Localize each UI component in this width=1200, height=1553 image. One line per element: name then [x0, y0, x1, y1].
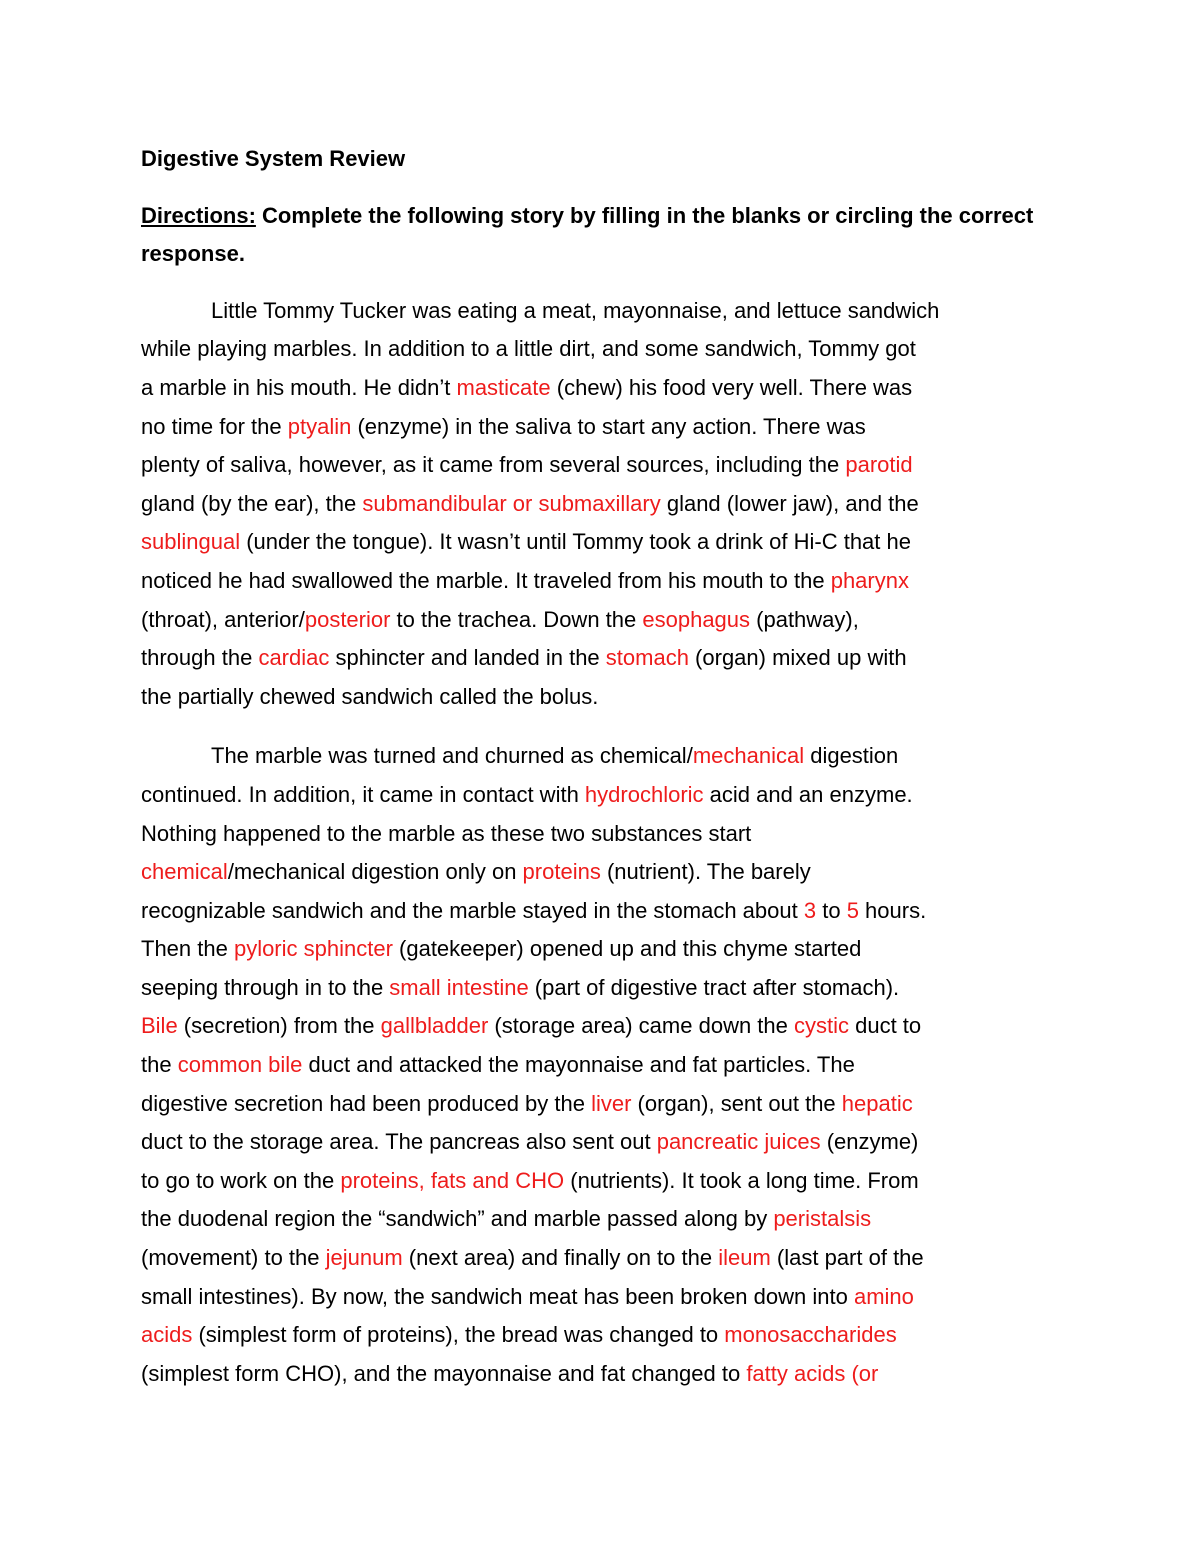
- story-text: acid and an enzyme. Nothing happened to the marble as these two substances start: [141, 781, 913, 846]
- story-text: (next area) and finally on to the: [402, 1245, 719, 1271]
- story-text: gland (lower jaw), and the: [666, 490, 919, 516]
- answer-word: esophagus: [642, 606, 751, 632]
- story-text: (storage area) came down the: [488, 1013, 794, 1039]
- story-text: (simplest form of proteins), the bread was changed to: [192, 1322, 725, 1348]
- story-text: (under the tongue). It wasn’t until Tommy took a drink of Hi-C that he noticed he had swallowed the marble. It traveled from his mouth to the: [141, 529, 911, 593]
- answer-word: sublingual: [141, 529, 241, 555]
- story-text: (organ), sent out the: [631, 1090, 842, 1116]
- answer-word: amino acids: [141, 1283, 914, 1348]
- answer-word: gallbladder: [380, 1013, 489, 1039]
- story-text: /mechanical digestion only on: [227, 859, 523, 885]
- document-page: [141, 140, 1061, 1393]
- directions-text: Complete the following story by filling in the blanks or circling the correct response.: [141, 202, 1034, 267]
- answer-word: stomach: [605, 645, 689, 671]
- story-text: duct to the storage area. The pancreas also sent out: [141, 1129, 651, 1155]
- story-text: The marble was turned and churned as chemical/: [211, 743, 693, 769]
- answer-word: pancreatic juices: [656, 1129, 821, 1155]
- story-paragraph-2: [141, 737, 1061, 1393]
- answer-word: small intestine: [389, 974, 529, 1000]
- story-text: duct to the: [141, 1013, 922, 1078]
- answer-word: liver: [591, 1090, 632, 1116]
- story-text: (enzyme) to go to work on the: [141, 1129, 919, 1193]
- answer-word: ptyalin: [287, 413, 352, 439]
- story-text: (part of digestive tract after stomach).: [534, 974, 900, 1000]
- answer-word: ileum: [718, 1245, 771, 1271]
- story-paragraph-1: [141, 292, 1061, 717]
- answer-word: Bile: [141, 1013, 178, 1039]
- story-text: (movement) to the: [141, 1245, 320, 1271]
- story-text: (pathway), through the: [141, 606, 859, 671]
- story-text: to: [816, 897, 847, 923]
- story-text: duct and attacked the mayonnaise and fat particles. The digestive secretion had been produced by the: [141, 1052, 855, 1116]
- story-text: (last part of the small intestines). By now, the sandwich meat has been broken down into: [141, 1245, 924, 1309]
- story-text: digestion continued. In addition, it came in contact with: [141, 743, 899, 807]
- answer-word: jejunum: [325, 1245, 403, 1271]
- answer-word: proteins: [522, 859, 601, 885]
- answer-word: cardiac: [258, 645, 330, 671]
- answer-word: pharynx: [830, 567, 909, 593]
- story-text: gland (by the ear), the: [141, 490, 357, 516]
- answer-word: fatty acids (or: [746, 1360, 879, 1386]
- answer-word: proteins, fats and CHO: [340, 1167, 565, 1193]
- answer-word: monosaccharides: [724, 1322, 897, 1348]
- story-text: to the trachea. Down the: [390, 606, 643, 632]
- story-text: (chew) his food very well. There was no time for the: [141, 374, 913, 439]
- document-title: Digestive System Review: [141, 146, 406, 171]
- story-text: (secretion) from the: [177, 1013, 381, 1039]
- story-text: (throat), anterior/: [141, 606, 305, 632]
- story-text: sphincter and landed in the: [329, 645, 606, 671]
- story-text: (nutrient). The barely recognizable sandwich and the marble stayed in the stomach about: [141, 859, 811, 923]
- answer-word: peristalsis: [773, 1206, 872, 1232]
- directions: [141, 197, 1061, 274]
- story-text: (enzyme) in the saliva to start any action. There was plenty of saliva, however, as it came from several sources, including the: [141, 413, 866, 478]
- answer-word: 5: [846, 897, 859, 923]
- story-text: Little Tommy Tucker was eating a meat, mayonnaise, and lettuce sandwich while playing marbles. In addition to a little dirt, and some sandwich, Tommy got a marble in his mouth. He didn’t: [141, 297, 940, 400]
- story-text: hours. Then the: [141, 897, 927, 962]
- story-text: (nutrients). It took a long time. From the duodenal region the “sandwich” and marble passed along by: [141, 1167, 919, 1232]
- story-text: (organ) mixed up with the partially chewed sandwich called the bolus.: [141, 645, 907, 709]
- answer-word: cystic: [794, 1013, 849, 1039]
- story-text: (simplest form CHO), and the mayonnaise and fat changed to: [141, 1360, 741, 1386]
- answer-word: parotid: [845, 452, 913, 478]
- answer-word: hepatic: [841, 1090, 913, 1116]
- answer-word: mechanical: [692, 743, 805, 769]
- answer-word: 3: [803, 897, 817, 923]
- answer-word: masticate: [456, 374, 551, 400]
- answer-word: chemical: [141, 859, 228, 885]
- answer-word: hydrochloric: [584, 781, 704, 807]
- answer-word: common bile: [177, 1052, 303, 1078]
- answer-word: pyloric sphincter: [233, 936, 393, 962]
- directions-label: Directions:: [141, 202, 256, 228]
- answer-word: posterior: [304, 606, 391, 632]
- answer-word: submandibular or submaxillary: [362, 490, 661, 516]
- story-text: (gatekeeper) opened up and this chyme started seeping through in to the: [141, 936, 862, 1000]
